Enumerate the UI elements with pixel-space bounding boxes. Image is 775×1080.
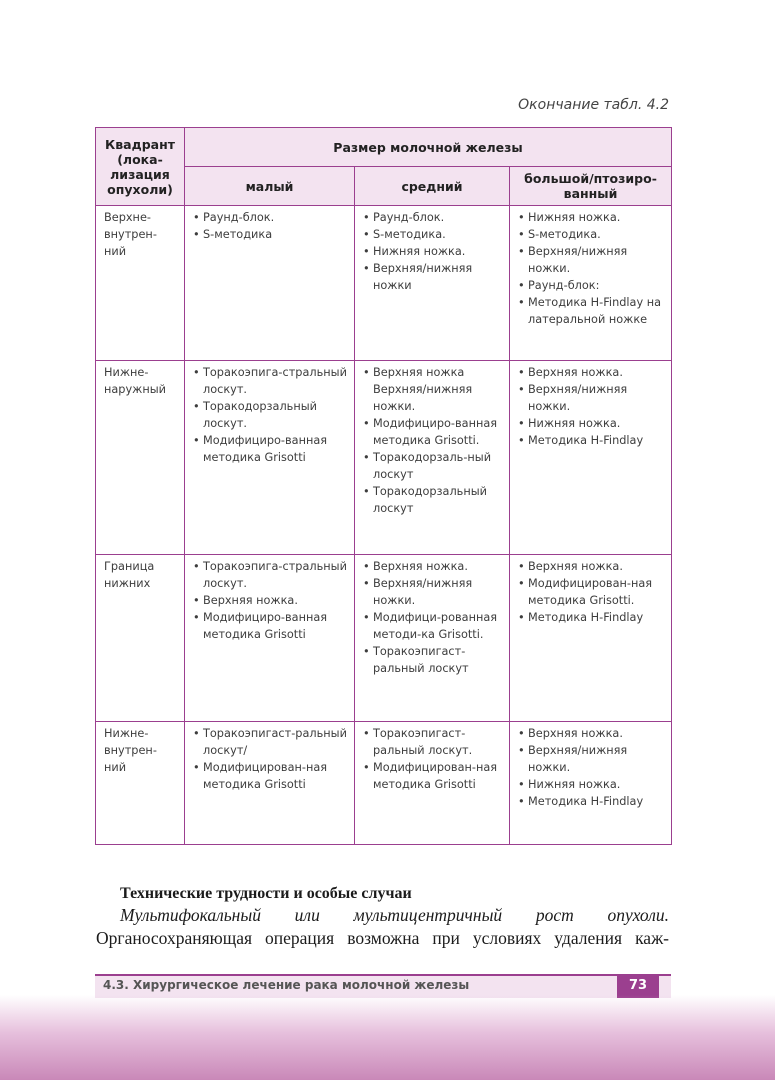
technique-list	[363, 558, 503, 677]
table-row	[96, 206, 672, 361]
technique-item: • Методика H-Findlay	[518, 793, 665, 810]
header-quadrant	[96, 128, 185, 206]
table-row	[96, 555, 672, 722]
technique-item: • Модифицирован-ная методика Grisotti.	[518, 575, 665, 609]
header-large: большой/птозиро-ванный	[510, 167, 672, 206]
cell-large	[510, 206, 672, 361]
quadrant-line: внутрен-	[104, 744, 157, 757]
technique-list	[518, 209, 665, 328]
quadrant-line: нижних	[104, 577, 151, 590]
technique-item: • Нижняя ножка.	[518, 415, 665, 432]
technique-item: • Модифициро-ванная методика Grisotti.	[363, 415, 503, 449]
technique-item: • Верхняя ножка Верхняя/нижняя ножки.	[363, 364, 503, 415]
technique-item: • Верхняя ножка.	[518, 364, 665, 381]
quadrant-line: наружный	[104, 383, 166, 396]
technique-item: • Верхняя/нижняя ножки.	[518, 742, 665, 776]
technique-item: • Торакодорзаль-ный лоскут	[363, 449, 503, 483]
decorative-gradient	[0, 995, 775, 1080]
technique-item: • Верхняя/нижняя ножки.	[518, 243, 665, 277]
technique-list	[193, 725, 348, 793]
header-quadrant-line: опухоли)	[107, 181, 173, 197]
quadrant-line: Верхне-	[104, 211, 151, 224]
technique-item: • Верхняя/нижняя ножки.	[363, 575, 503, 609]
technique-list	[518, 364, 665, 449]
technique-item: • Методика H-Findlay	[518, 432, 665, 449]
technique-item: • Раунд-блок.	[193, 209, 348, 226]
cell-large	[510, 722, 672, 845]
technique-item: • S-методика	[193, 226, 348, 243]
technique-list	[363, 725, 503, 793]
quadrant-line: Нижне-	[104, 727, 149, 740]
quadrant-line: Нижне-	[104, 366, 149, 379]
technique-item: • Нижняя ножка.	[363, 243, 503, 260]
technique-item: • Верхняя ножка.	[518, 725, 665, 742]
technique-item: • Верхняя ножка.	[518, 558, 665, 575]
cell-large	[510, 555, 672, 722]
cell-small	[185, 361, 355, 555]
technique-item: • Торакоэпига-стральный лоскут.	[193, 558, 348, 592]
technique-item: • Модифициро-ванная методика Grisotti	[193, 609, 348, 643]
technique-list	[363, 364, 503, 517]
body-paragraph	[96, 904, 669, 950]
technique-list	[193, 209, 348, 243]
section-heading: Технические трудности и особые случаи	[120, 885, 412, 902]
cell-medium	[355, 722, 510, 845]
page-number: 73	[617, 974, 659, 998]
technique-item: • Торакодорзальный лоскут	[363, 483, 503, 517]
technique-item: • Модифици-рованная методи-ка Grisotti.	[363, 609, 503, 643]
technique-item: • Верхняя ножка.	[193, 592, 348, 609]
cell-small	[185, 206, 355, 361]
chapter-title: 4.3. Хирургическое лечение рака молочной железы	[103, 978, 470, 992]
technique-item: • Торакоэпига-стральный лоскут.	[193, 364, 348, 398]
technique-item: • S-методика.	[518, 226, 665, 243]
technique-item: • Модифицирован-ная методика Grisotti	[193, 759, 348, 793]
technique-item: • Верхняя/нижняя ножки	[363, 260, 503, 294]
italic-lead: Мультифокальный или мультицентричный рост опухоли.	[120, 905, 669, 925]
technique-item: • Нижняя ножка.	[518, 209, 665, 226]
header-quadrant-line: лизация	[110, 166, 170, 182]
header-breast-size: Размер молочной железы	[185, 128, 672, 167]
quadrant-line: Граница	[104, 560, 155, 573]
paragraph-line-italic	[96, 904, 669, 927]
quadrant-line: ний	[104, 761, 127, 774]
quadrant-cell	[96, 555, 185, 722]
technique-item: • Модифициро-ванная методика Grisotti	[193, 432, 348, 466]
cell-medium	[355, 361, 510, 555]
technique-item: • Верхняя/нижняя ножки.	[518, 381, 665, 415]
cell-medium	[355, 555, 510, 722]
technique-list	[518, 725, 665, 810]
technique-list	[193, 558, 348, 643]
cell-small	[185, 722, 355, 845]
technique-item: • Модифицирован-ная методика Grisotti	[363, 759, 503, 793]
technique-item: • S-методика.	[363, 226, 503, 243]
quadrant-cell	[96, 361, 185, 555]
header-medium: средний	[355, 167, 510, 206]
technique-item: • Методика H-Findlay на латеральной ножке	[518, 294, 665, 328]
cell-medium	[355, 206, 510, 361]
technique-item: • Раунд-блок:	[518, 277, 665, 294]
quadrant-cell	[96, 206, 185, 361]
header-quadrant-line: Квадрант	[105, 136, 175, 152]
technique-item: • Раунд-блок.	[363, 209, 503, 226]
header-quadrant-line: (лока-	[117, 151, 163, 167]
technique-list	[518, 558, 665, 626]
technique-item: • Нижняя ножка.	[518, 776, 665, 793]
cell-small	[185, 555, 355, 722]
technique-item: • Торакоэпигаст-ральный лоскут/	[193, 725, 348, 759]
technique-list	[363, 209, 503, 294]
cell-large	[510, 361, 672, 555]
technique-item: • Верхняя ножка.	[363, 558, 503, 575]
technique-item: • Торакоэпигаст-ральный лоскут.	[363, 725, 503, 759]
quadrant-line: внутрен-	[104, 228, 157, 241]
quadrant-cell	[96, 722, 185, 845]
header-small: малый	[185, 167, 355, 206]
reconstruction-table	[95, 127, 672, 845]
technique-list	[193, 364, 348, 466]
technique-item: • Методика H-Findlay	[518, 609, 665, 626]
quadrant-line: ний	[104, 245, 127, 258]
technique-item: • Торакоэпигаст-ральный лоскут	[363, 643, 503, 677]
table-row	[96, 361, 672, 555]
table-row	[96, 722, 672, 845]
table-continuation-caption: Окончание табл. 4.2	[518, 97, 669, 113]
technique-item: • Торакодорзальный лоскут.	[193, 398, 348, 432]
paragraph-line: Органосохраняющая операция возможна при условиях удаления каж-	[96, 928, 669, 948]
